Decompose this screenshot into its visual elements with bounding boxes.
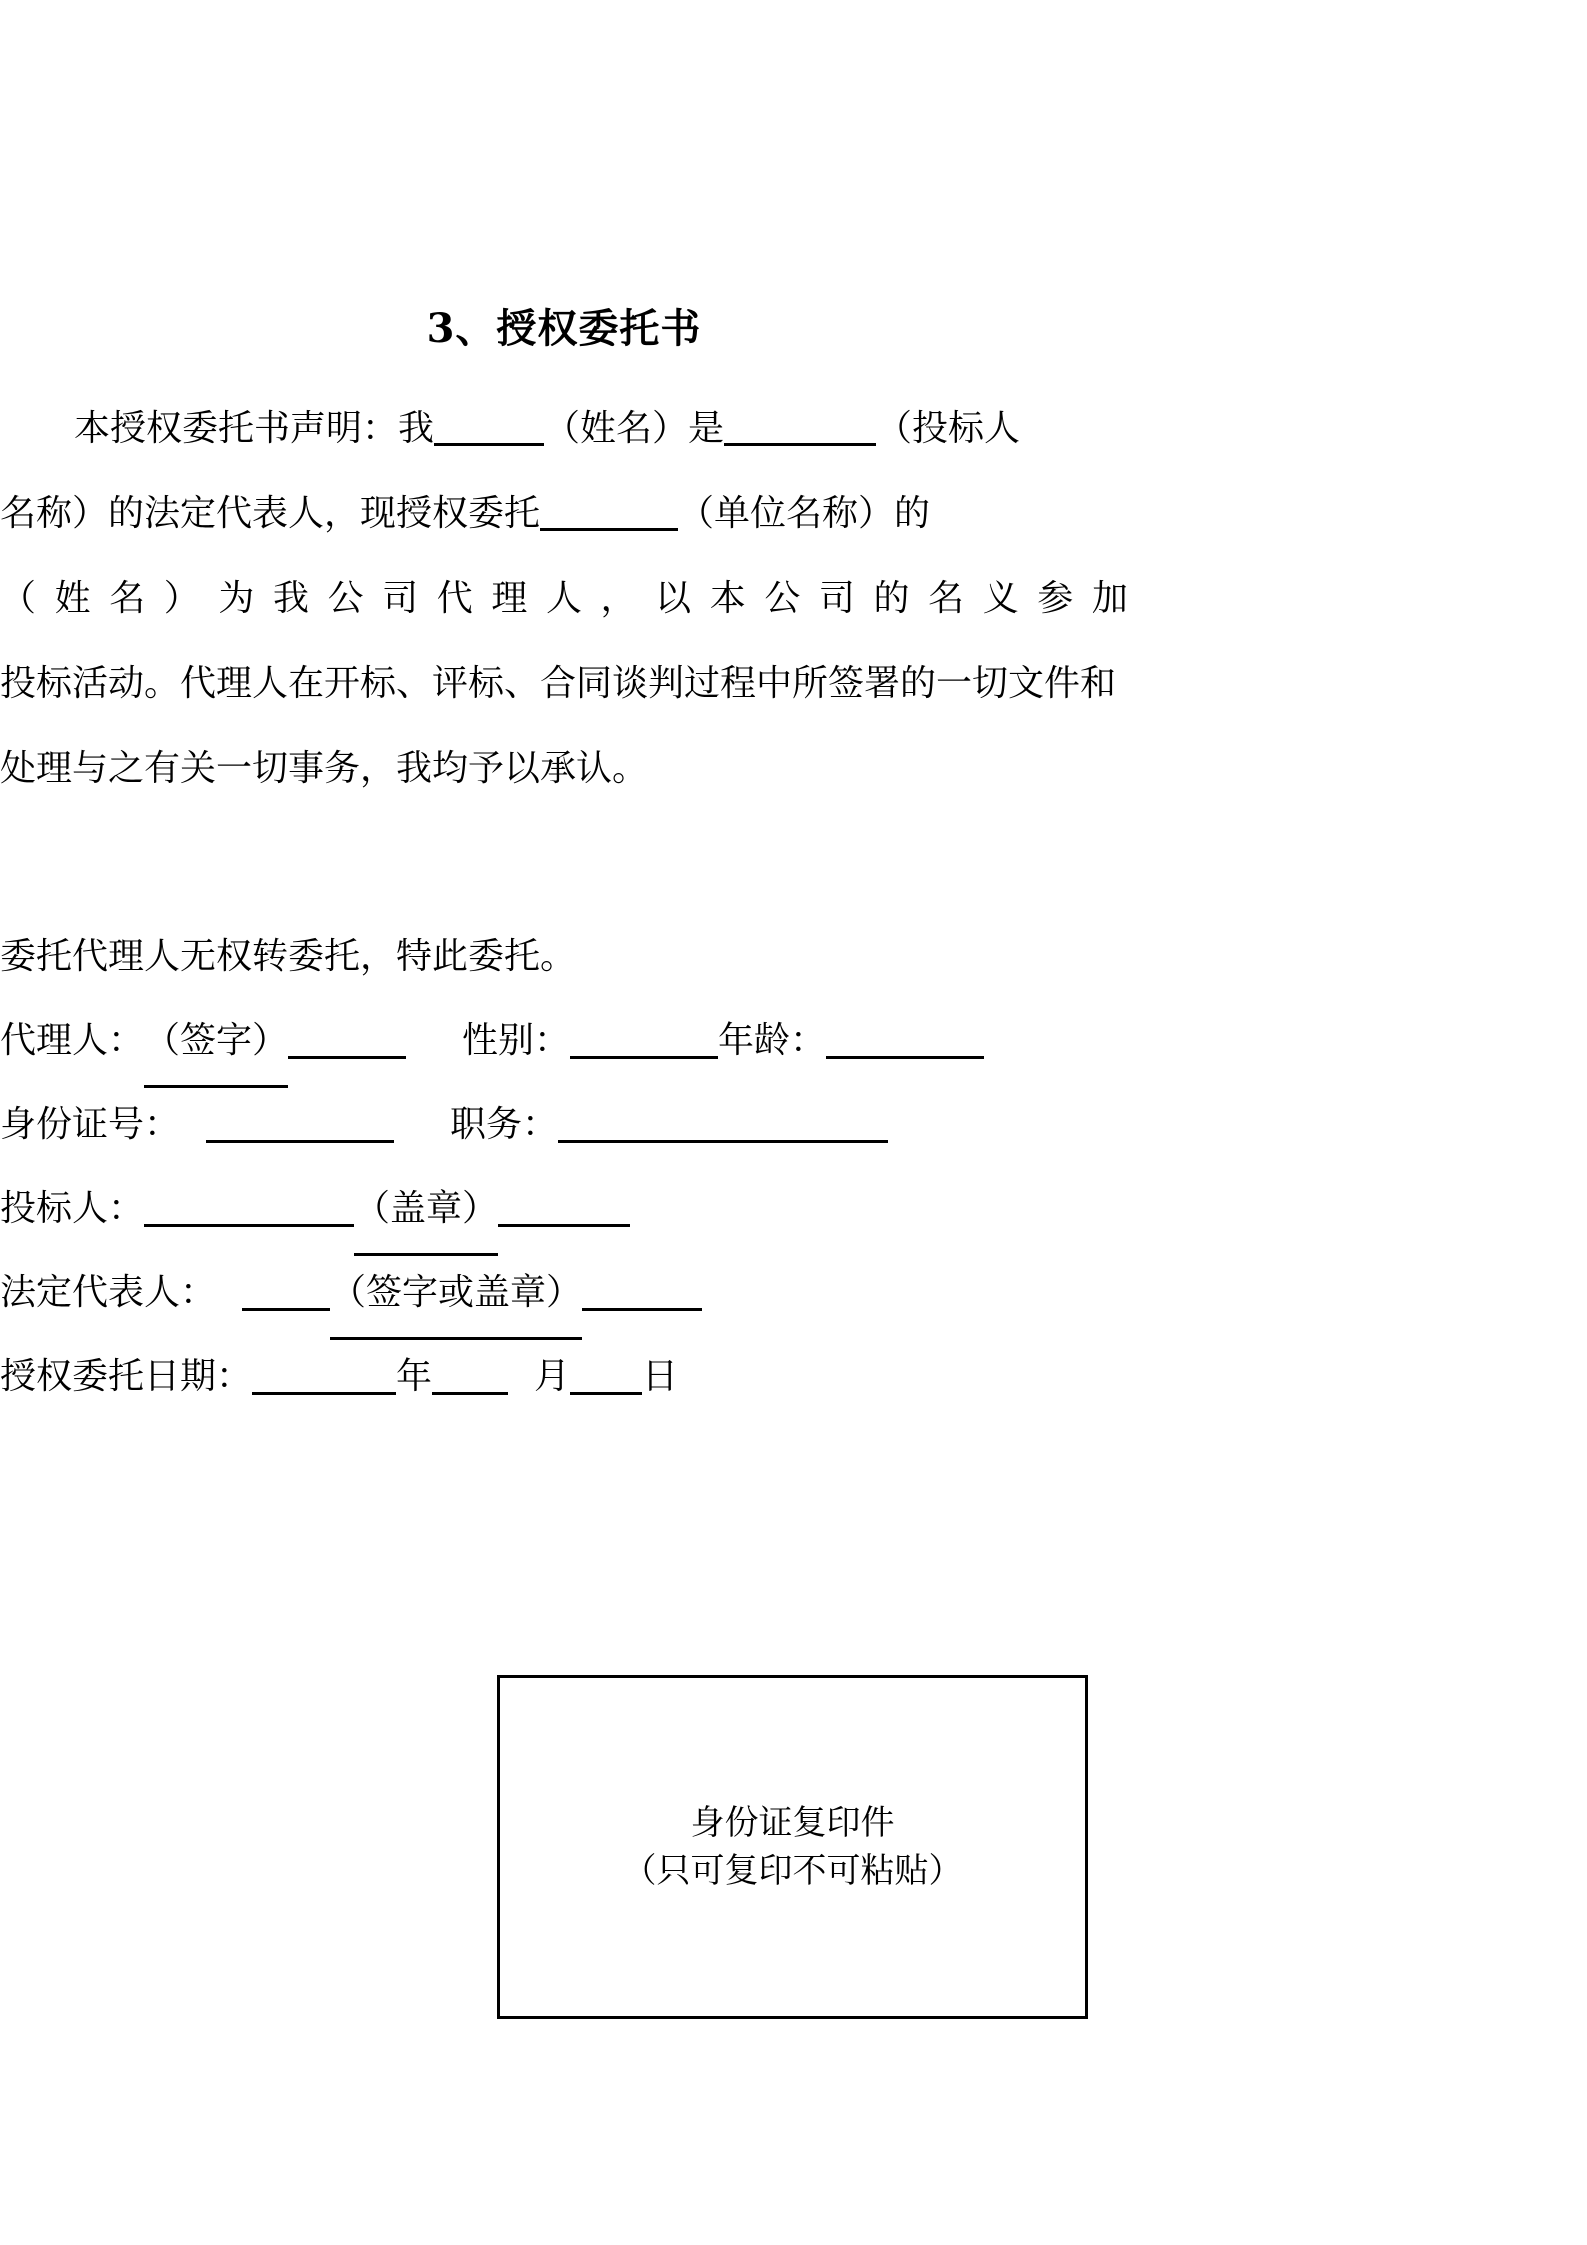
legal-representative-row (0, 1251, 1128, 1335)
justified-char: 理 (491, 578, 528, 619)
blank-declarant-name[interactable] (434, 401, 544, 446)
justified-char: 代 (436, 578, 473, 619)
justified-char: 义 (982, 578, 1019, 619)
blank-day[interactable] (570, 1352, 642, 1395)
justified-char: 公 (327, 578, 364, 619)
paragraph-line-1-part-2: （姓名）是 (544, 408, 725, 449)
paragraph-line-5: 处理与之有关一切事务，我均予以承认。 (0, 748, 649, 789)
blank-id-number[interactable] (206, 1100, 394, 1143)
bidder-row (0, 1167, 1128, 1251)
blank-month[interactable] (432, 1352, 508, 1395)
blank-gender[interactable] (570, 1016, 718, 1059)
bidder-label: 投标人： (0, 1188, 145, 1229)
date-row (0, 1335, 1128, 1419)
position-label: 职务： (450, 1104, 559, 1145)
paragraph-line-1-part-3: （投标人 (876, 408, 1021, 449)
justified-char: 姓 (54, 578, 91, 619)
id-card-copy-box (497, 1675, 1088, 2019)
agent-label: 代理人： (0, 1020, 145, 1061)
paragraph-line-2-part-2: （单位名称）的 (678, 493, 931, 534)
paragraph-line-2 (0, 471, 1128, 556)
justified-char: 参 (1037, 578, 1074, 619)
paragraph-line-3 (0, 556, 1128, 641)
blank-bidder-name[interactable] (724, 401, 876, 446)
blank-legal-representative[interactable] (242, 1268, 330, 1311)
blank-year[interactable] (252, 1352, 396, 1395)
page-title: 3、授权委托书 (426, 305, 702, 352)
bidder-seal-note: （盖章） (354, 1167, 498, 1256)
justified-char: （ (0, 578, 37, 619)
agent-signature-note: （签字） (144, 999, 288, 1088)
justified-char: 公 (764, 578, 801, 619)
blank-bidder-seal-tail[interactable] (498, 1184, 630, 1227)
day-unit: 日 (642, 1356, 679, 1397)
id-number-label: 身份证号： (0, 1104, 181, 1145)
justified-char: 以 (655, 578, 692, 619)
age-label: 年龄： (718, 1020, 827, 1061)
paragraph-line-4: 投标活动。代理人在开标、评标、合同谈判过程中所签署的一切文件和 (0, 663, 1117, 704)
justified-char: 人 (545, 578, 582, 619)
paragraph-line-2-part-1: 名称）的法定代表人，现授权委托 (0, 493, 541, 534)
id-card-copy-note: （只可复印不可粘贴） (622, 1851, 963, 1891)
justified-char: 司 (818, 578, 855, 619)
justified-char: 加 (1091, 578, 1128, 619)
justified-char: ） (163, 578, 200, 619)
justified-char: 名 (928, 578, 965, 619)
signature-block (0, 915, 1128, 1419)
id-card-copy-box-text (500, 1799, 1085, 1895)
blank-age[interactable] (826, 1016, 984, 1059)
date-label: 授权委托日期： (0, 1356, 253, 1397)
id-card-copy-title: 身份证复印件 (690, 1803, 895, 1843)
justified-char: 司 (382, 578, 419, 619)
gender-label: 性别： (462, 1020, 571, 1061)
blank-bidder[interactable] (144, 1184, 354, 1227)
no-subdelegation-statement: 委托代理人无权转委托，特此委托。 (0, 936, 577, 977)
paragraph-line-1-part-1: 本授权委托书声明：我 (74, 408, 435, 449)
blank-agent-signature[interactable] (288, 1016, 406, 1059)
year-unit: 年 (396, 1356, 433, 1397)
justified-char: 我 (272, 578, 309, 619)
authorization-paragraph (0, 386, 1128, 811)
legal-representative-seal-note: （签字或盖章） (330, 1251, 582, 1340)
month-unit: 月 (534, 1356, 571, 1397)
justified-char: 为 (218, 578, 255, 619)
blank-legal-representative-tail[interactable] (582, 1268, 702, 1311)
justified-char: ， (600, 578, 637, 619)
id-number-row (0, 1083, 1128, 1167)
paragraph-line-1 (0, 386, 1128, 471)
blank-entrusted-unit[interactable] (540, 486, 678, 531)
justified-char: 名 (109, 578, 146, 619)
agent-row (0, 999, 1128, 1083)
justified-char: 本 (709, 578, 746, 619)
justified-char: 的 (873, 578, 910, 619)
blank-position[interactable] (558, 1100, 888, 1143)
legal-representative-label: 法定代表人： (0, 1272, 217, 1313)
